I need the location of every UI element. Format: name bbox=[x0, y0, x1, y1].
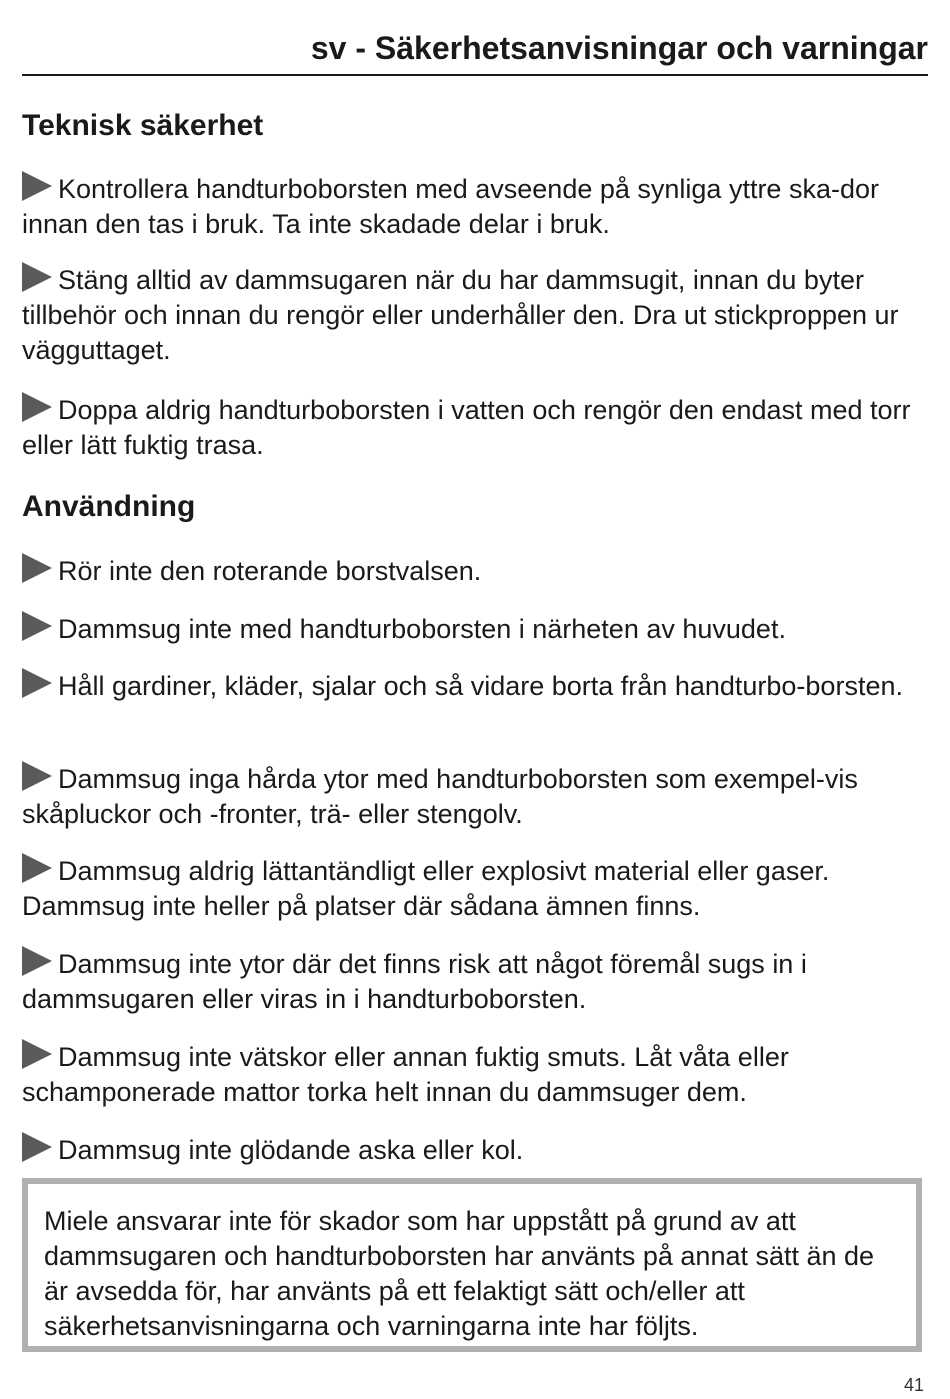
list-item: Dammsug inte ytor där det finns risk att något föremål sugs in i dammsugaren eller viras in i handturboborsten. bbox=[22, 946, 922, 1017]
list-item: Dammsug aldrig lättantändligt eller explosivt material eller gaser. Dammsug inte heller på platser där sådana ämnen finns. bbox=[22, 853, 922, 924]
list-item: Doppa aldrig handturboborsten i vatten och rengör den endast med torr eller lätt fuktig trasa. bbox=[22, 392, 922, 463]
page-header bbox=[22, 28, 928, 76]
arrow-bullet-icon bbox=[22, 668, 52, 698]
arrow-bullet-icon bbox=[22, 262, 52, 292]
arrow-bullet-icon bbox=[22, 946, 52, 976]
header-title: sv - Säkerhetsanvisningar och varningar bbox=[310, 30, 928, 66]
arrow-bullet-icon bbox=[22, 392, 52, 422]
arrow-bullet-icon bbox=[22, 553, 52, 583]
liability-notice-text: Miele ansvarar inte för skador som har uppstått på grund av att dammsugaren och handturboborsten har använts på annat sätt än de är avsedda för, har använts på ett felaktigt sätt och/eller att säkerhetsanvisningarna och varningarna inte har följts. bbox=[44, 1206, 875, 1341]
list-item: Kontrollera handturboborsten med avseende på synliga yttre ska-dor innan den tas i bruk. Ta inte skadade delar i bruk. bbox=[22, 171, 922, 242]
arrow-bullet-icon bbox=[22, 1039, 52, 1069]
list-item: Rör inte den roterande borstvalsen. bbox=[22, 553, 922, 589]
list-item: Dammsug inte med handturboborsten i närheten av huvudet. bbox=[22, 611, 922, 647]
section-heading-usage: Användning bbox=[22, 490, 196, 523]
liability-notice-box bbox=[22, 1178, 922, 1352]
page-number: 41 bbox=[903, 1375, 924, 1395]
list-item: Dammsug inte glödande aska eller kol. bbox=[22, 1132, 922, 1168]
list-item: Dammsug inte vätskor eller annan fuktig smuts. Låt våta eller schamponerade mattor torka helt innan du dammsuger dem. bbox=[22, 1039, 922, 1110]
arrow-bullet-icon bbox=[22, 761, 52, 791]
arrow-bullet-icon bbox=[22, 611, 52, 641]
list-item: Stäng alltid av dammsugaren när du har dammsugit, innan du byter tillbehör och innan du rengör eller underhåller den. Dra ut stickproppen ur vägguttaget. bbox=[22, 262, 922, 368]
list-item: Dammsug inga hårda ytor med handturboborsten som exempel-vis skåpluckor och -fronter, trä- eller stengolv. bbox=[22, 761, 922, 832]
arrow-bullet-icon bbox=[22, 171, 52, 201]
section-heading-technical-safety: Teknisk säkerhet bbox=[22, 109, 264, 142]
arrow-bullet-icon bbox=[22, 1132, 52, 1162]
list-item: Håll gardiner, kläder, sjalar och så vidare borta från handturbo-borsten. bbox=[22, 668, 922, 704]
arrow-bullet-icon bbox=[22, 853, 52, 883]
